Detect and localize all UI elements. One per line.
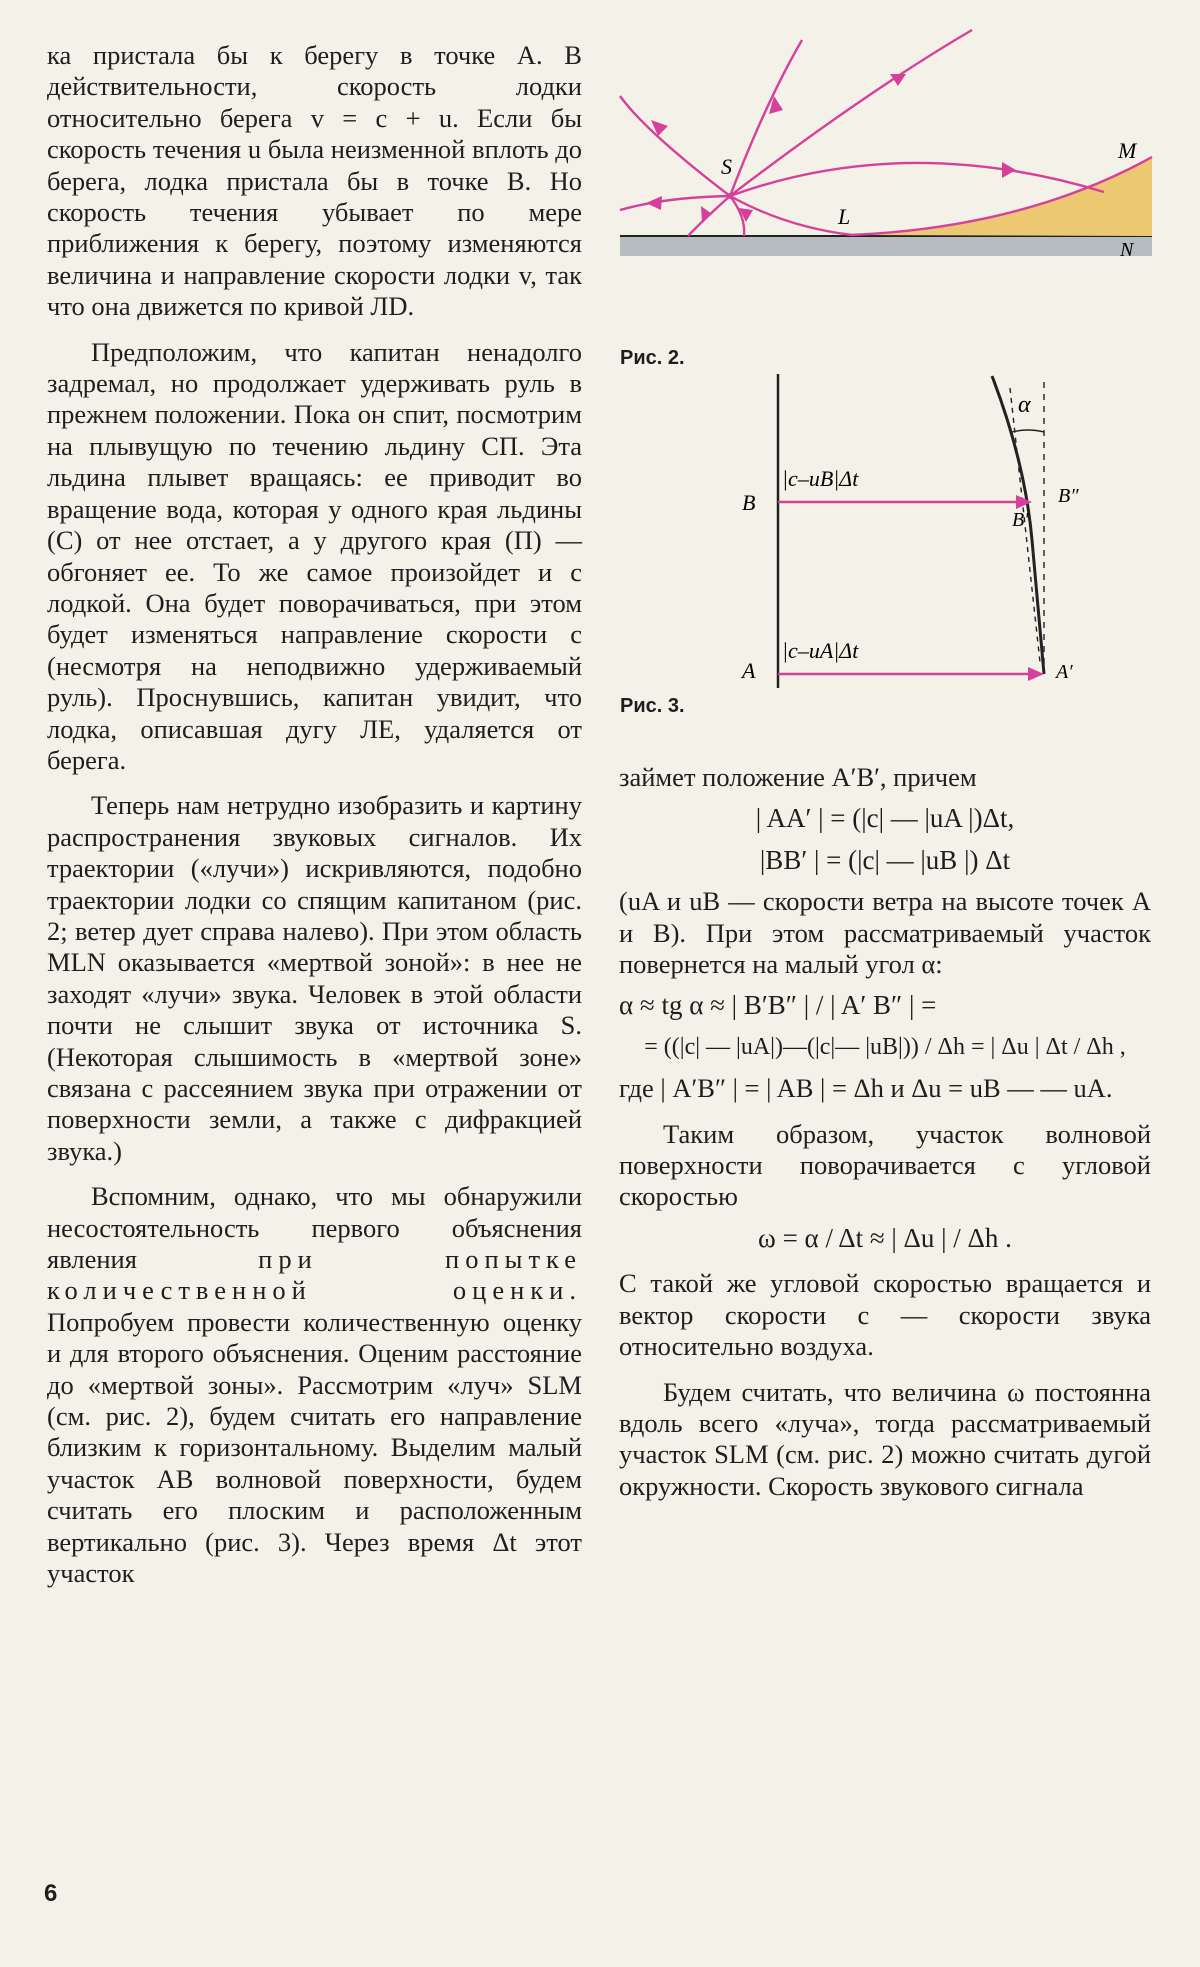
equation-omega: ω = α / Δt ≈ | Δu | / Δh . [758, 1222, 1012, 1253]
ray-2 [620, 196, 730, 210]
vector-a-head [1028, 667, 1044, 681]
label-a: A [742, 658, 756, 683]
spaced-emphasis: при попытке количественной оценки. [47, 1244, 583, 1306]
label-upper-speed: |c–uB|Δt [782, 466, 859, 491]
paragraph-where: где | A′B″ | = | AB | = Δh и Δu = uB — — uA. [619, 1073, 1113, 1104]
equation-bb: |BB′ | = (|c| — |uB |) Δt [759, 844, 1011, 875]
label-b: B [742, 490, 756, 515]
equation-alpha: α ≈ tg α ≈ | B′B″ | / | A′ B″ | = [619, 990, 937, 1021]
label-l: L [838, 204, 851, 229]
paragraph-sound-rays: Теперь нам нетрудно изобразить и картину распространения звуковых сигналов. Их траектории («лучи») искривляются, подобно траектории лодки со спящим капитаном (рис. 2; ветер дует справа налево). При этом область MLN оказывается «мертвой зоной»: в нее не заходят «лучи» звука. Человек в этой области почти не слышит звука от источника S. (Некоторая слышимость в «мертвой зоне» связана с рассеянием звука при отражении от поверхности земли, а также с дифракцией звука.) [47, 790, 582, 1166]
paragraph-arc: Будем считать, что величина ω постоянна вдоль всего «луча», тогда рассматриваемый участок SLM (см. рис. 2) можно считать дугой окружности. Скорость звукового сигнала [619, 1376, 1151, 1501]
label-n: N [1120, 239, 1134, 261]
left-column [47, 40, 582, 1590]
sound-rays [620, 30, 1104, 236]
angle-arc [1012, 430, 1044, 432]
paragraph-quantitative-start: Вспомним, однако, что мы обнаружили несостоятельность первого объяснения явления [47, 1181, 582, 1275]
source-point [727, 193, 733, 199]
ground-strip [620, 236, 1152, 256]
label-b-double-prime: B″ [1058, 485, 1079, 507]
paragraph-new-position: займет положение A′B′, причем [619, 762, 977, 792]
paragraph-captain-sleeps: Предположим, что капитан ненадолго задремал, но продолжает удерживать руль в прежнем положении. Пока он спит, посмотрим на плывущую по течению льдину СП. Эта льдина плывет вращаясь: ее приводит во вращение вода, которая у одного края льдины (С) от нее отстает, а у другого края (П) — обгоняет ее. То же самое произойдет и с лодкой. Она будет поворачиваться, при этом будет изменяться направление скорости c (несмотря на неподвижно удерживаемый руль). Проснувшись, капитан увидит, что лодка, описавшая дугу ЛЕ, удаляется от берега. [47, 336, 582, 775]
paragraph-boat-drift: ка пристала бы к берегу в точке A. В действительности, скорость лодки относительно берега v = c + u. Если бы скорость течения u была неизменной вплоть до берега, лодка пристала бы в точке B. Но скорость течения убывает по мере приближения к берегу, поэтому изменяются величина и направление скорости лодки v, так что она движется по кривой ЛD. [47, 40, 582, 322]
paragraph-rotation: С такой же угловой скоростью вращается и вектор скорости c — скорости звука относительно воздуха. [619, 1268, 1151, 1362]
figure-3-caption: Рис. 3. [620, 695, 685, 717]
ray-5 [730, 40, 802, 196]
paragraph-quantitative-end: Попробуем провести количественную оценку и для второго объяснения. Оценим расстояние до «мертвой зоны». Рассмотрим «луч» SLM (см. рис. 2), будем считать его направление близким к горизонтальному. Выделим малый участок AB волновой поверхности, будем считать его плоским и расположенным вертикально (рис. 3). Через время Δt этот участок [47, 1306, 582, 1589]
ray-arrowheads [646, 74, 1016, 222]
label-m: M [1118, 138, 1137, 163]
ray-7 [730, 163, 1104, 196]
paragraph-wind-speeds: (uA и uB — скорости ветра на высоте точек A и B). При этом рассматриваемый участок повернется на малый угол α: [619, 886, 1151, 980]
right-column [619, 762, 1151, 1502]
figure-2 [606, 22, 1154, 342]
arrow-7 [1002, 162, 1016, 178]
page-number: 6 [44, 1880, 58, 1907]
paragraph-angular-speed: Таким образом, участок волновой поверхности поворачивается с угловой скоростью [619, 1118, 1151, 1212]
figure-3 [720, 372, 1140, 694]
label-s: S [721, 154, 732, 179]
ray-1 [620, 96, 730, 196]
equation-aa: | AA′ | = (|c| — |uA |)Δt, [755, 803, 1015, 834]
label-a-prime: A′ [1056, 661, 1073, 683]
arrow-2 [646, 196, 662, 210]
paragraph-quantitative [47, 1181, 582, 1589]
vector-b-head [1016, 495, 1032, 509]
ray-6 [730, 30, 972, 196]
label-b-prime: B′ [1012, 509, 1029, 531]
label-lower-speed: |c–uA|Δt [782, 638, 859, 663]
figure-2-caption: Рис. 2. [620, 347, 685, 369]
label-alpha: α [1018, 392, 1031, 418]
equation-alpha-expanded: = ((|c| — |uA|)—(|c|— |uB|)) / Δh = | Δu | Δt / Δh , [644, 1033, 1126, 1060]
arrow-3 [701, 206, 712, 222]
